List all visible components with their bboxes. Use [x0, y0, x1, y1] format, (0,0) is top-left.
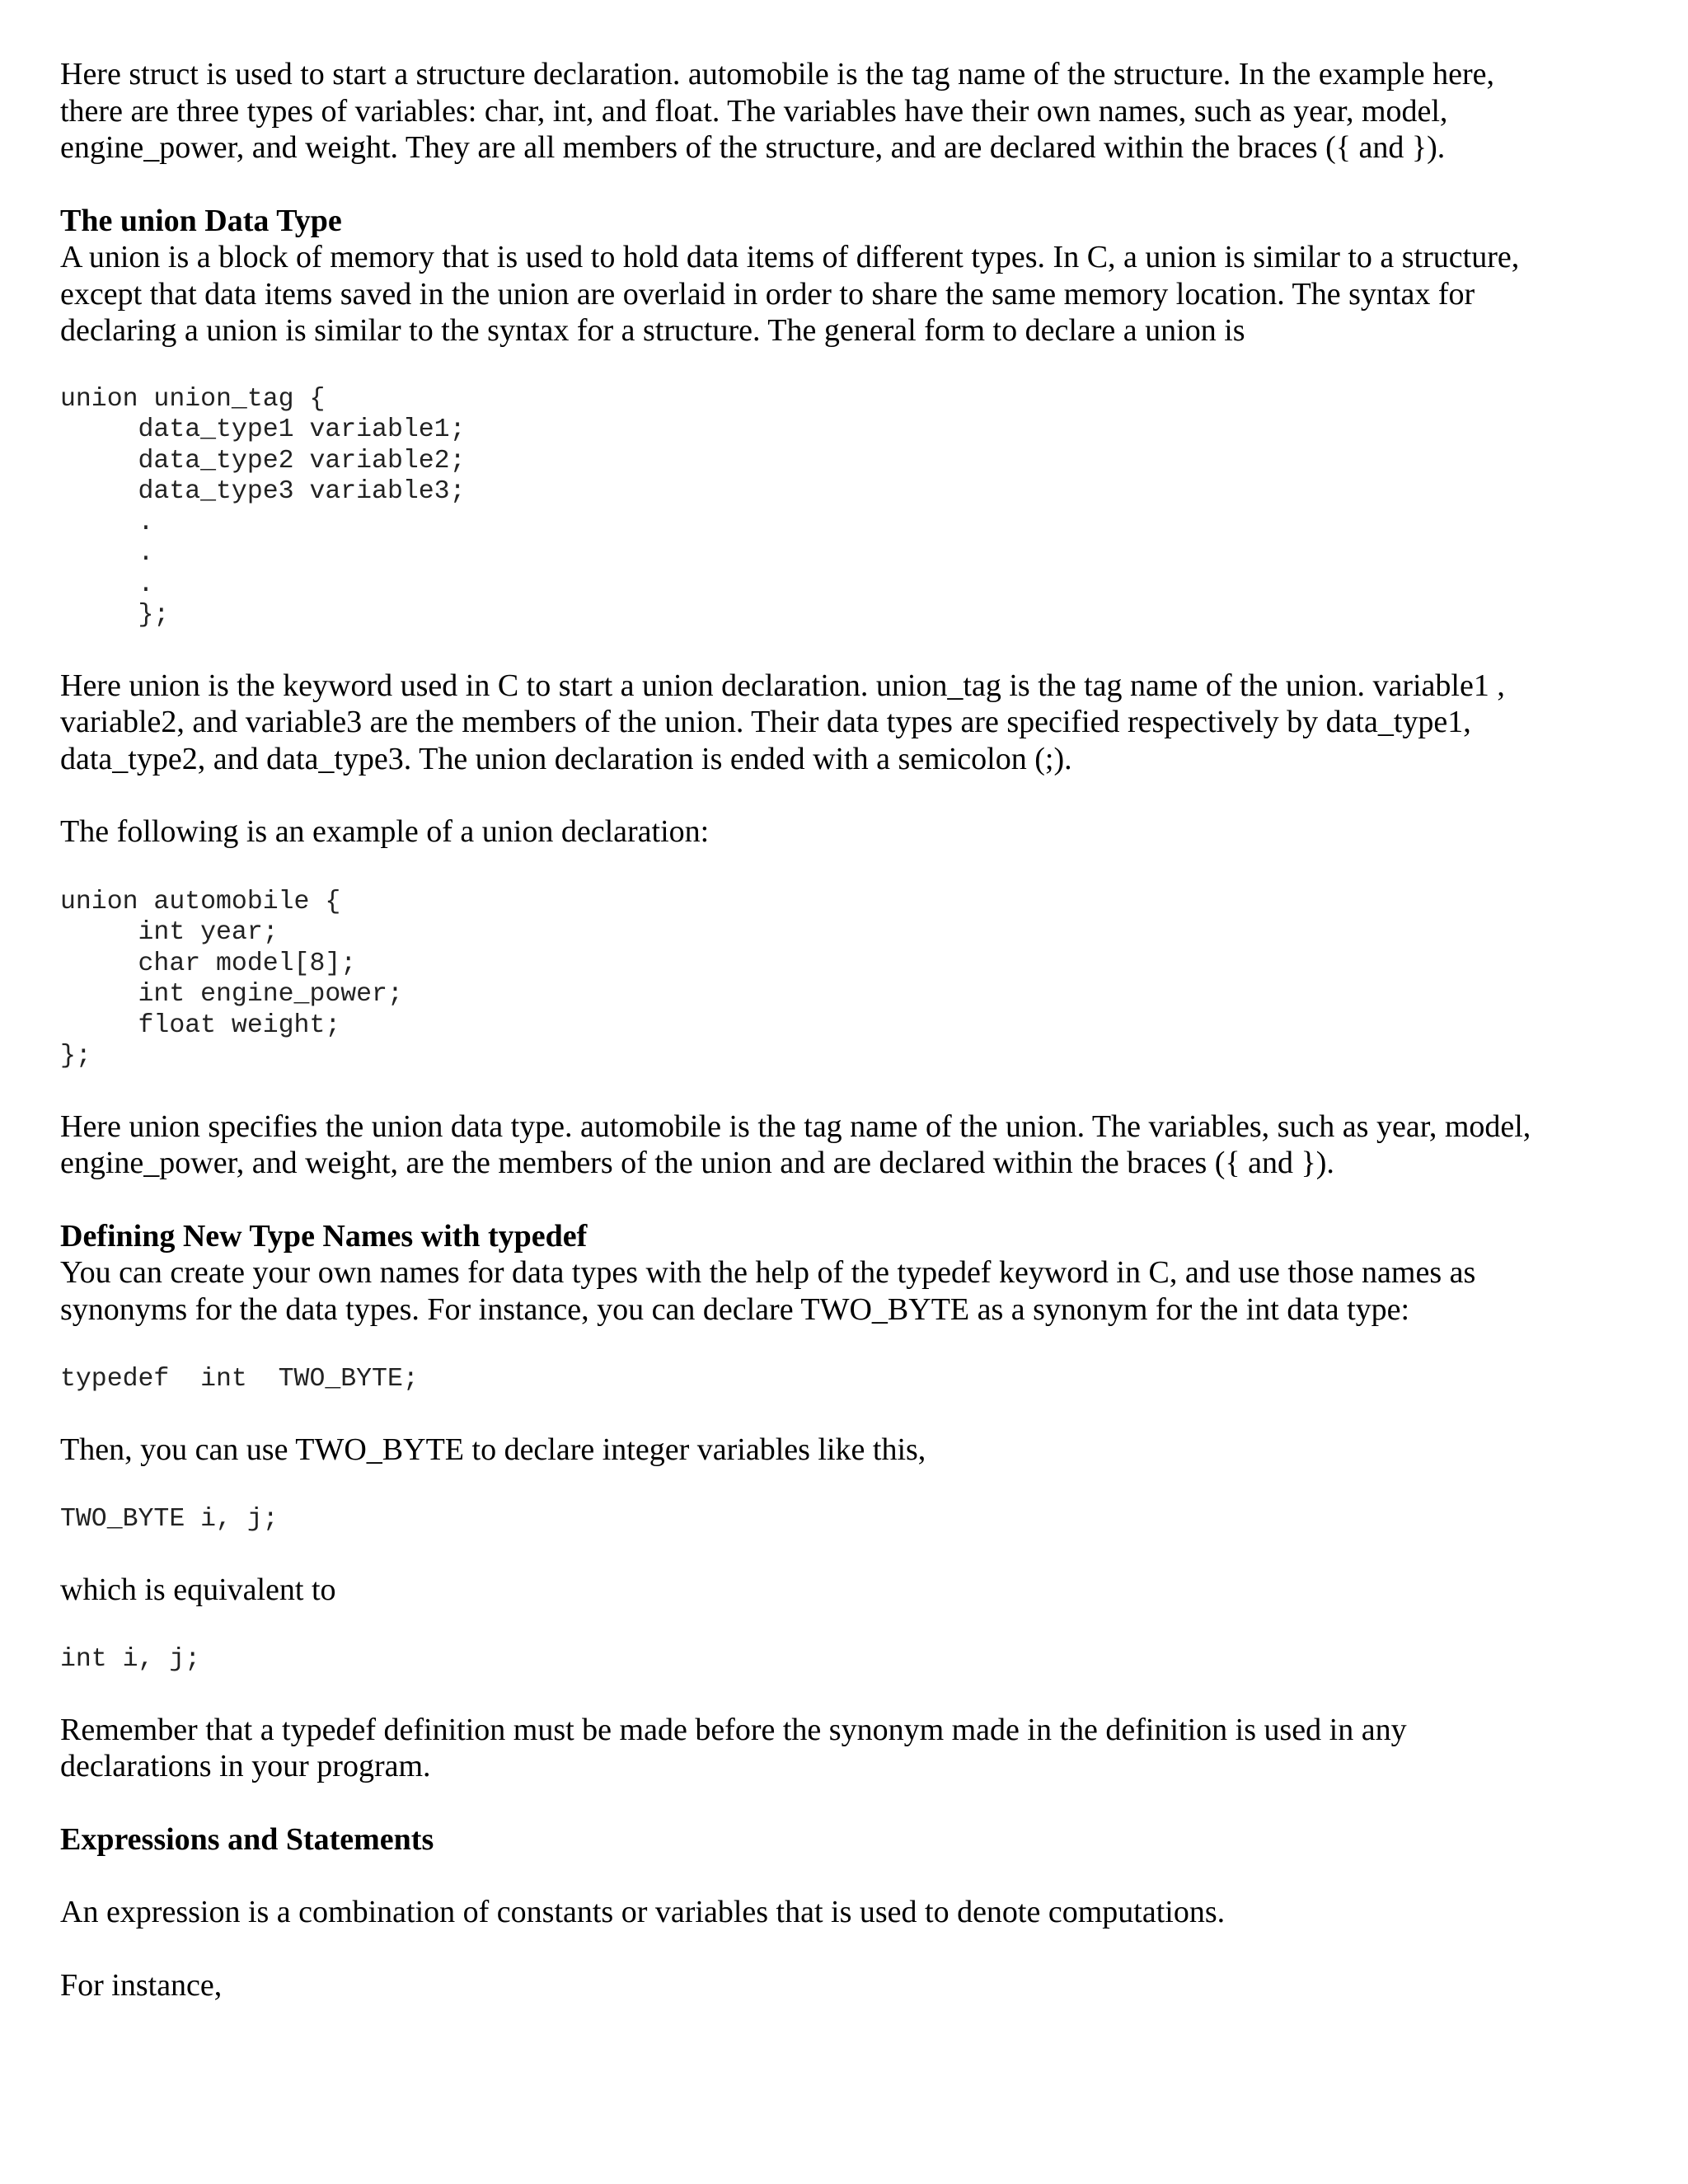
typedef-reminder-paragraph: Remember that a typedef definition must be made before the synonym made in the definition is used in any declarations in your program.: [60, 1712, 1407, 1783]
union-section-heading: The union Data Type: [60, 203, 342, 238]
union-example-explanation: Here union specifies the union data type. automobile is the tag name of the union. The variables, such as year, model, engine_power, and weight, are the members of the union and are declared within the braces ({ and }).: [60, 1108, 1531, 1180]
typedef-intro-paragraph: You can create your own names for data types with the help of the typedef keyword in C, and use those names as synonyms for the data types. For instance, you can declare TWO_BYTE as a synonym for the int data type:: [60, 1255, 1476, 1327]
union-example-code: union automobile { int year; char model[8]; int engine_power; float weight; };: [60, 887, 403, 1071]
typedef-section-heading: Defining New Type Names with typedef: [60, 1218, 588, 1254]
typedef-usage-code: TWO_BYTE i, j;: [60, 1505, 279, 1534]
typedef-declaration-code: typedef int TWO_BYTE;: [60, 1365, 419, 1394]
union-intro-paragraph: A union is a block of memory that is used to hold data items of different types. In C, a union is similar to a structure, except that data items saved in the union are overlaid in order to share the same memory location. The syntax for declaring a union is similar to the syntax for a structure. The general form to declare a union is: [60, 240, 1520, 348]
struct-explanation-paragraph: Here struct is used to start a structure declaration. automobile is the tag name of the structure. In the example here, there are three types of variables: char, int, and float. The variables have their own names, such as year, model, engine_power, and weight. They are all members of the structure, and are declared within the braces ({ and }).: [60, 57, 1494, 165]
equivalent-code: int i, j;: [60, 1645, 201, 1674]
expressions-section-heading: Expressions and Statements: [60, 1821, 434, 1857]
equivalent-paragraph: which is equivalent to: [60, 1572, 336, 1607]
typedef-usage-paragraph: Then, you can use TWO_BYTE to declare integer variables like this,: [60, 1432, 926, 1467]
document-page: [60, 56, 1626, 2004]
expression-definition-paragraph: An expression is a combination of constants or variables that is used to denote computations.: [60, 1895, 1226, 1929]
union-example-intro: The following is an example of a union declaration:: [60, 814, 710, 849]
union-explanation-paragraph: Here union is the keyword used in C to start a union declaration. union_tag is the tag name of the union. variable1 , variable2, and variable3 are the members of the union. Their data types are specified respectively by data_type1, data_type2, and data_type3. The union declaration is ended with a semicolon (;).: [60, 668, 1505, 776]
for-instance-paragraph: For instance,: [60, 1967, 223, 2003]
union-general-form-code: union union_tag { data_type1 variable1; data_type2 variable2; data_type3 variable3; . . . };: [60, 384, 466, 630]
